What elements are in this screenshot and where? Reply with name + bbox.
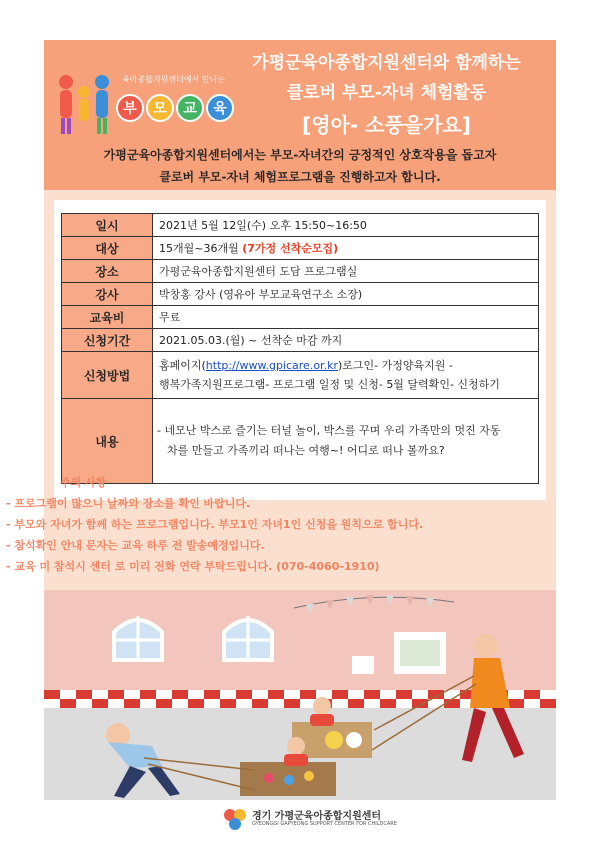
instructor-label: 강사 — [62, 283, 153, 306]
target-note: (7가정 선착순모집) — [242, 242, 339, 255]
table-row — [62, 214, 539, 237]
info-table — [61, 213, 539, 484]
logo-char: 부 — [116, 94, 144, 122]
target-value: 15개월~36개월 — [159, 242, 239, 255]
table-row — [62, 329, 539, 352]
logo-wordmark — [116, 94, 236, 122]
place-value: 가평군육아종합지원센터 도담 프로그램실 — [153, 260, 539, 283]
date-value: 2021년 5월 12일(수) 오후 15:50~16:50 — [153, 214, 539, 237]
content-label: 내용 — [62, 399, 153, 484]
period-label: 신청기간 — [62, 329, 153, 352]
intro-line-1: 가평군육아종합지원센터에서는 부모-자녀간의 긍정적인 상호작용을 돕고자 — [103, 148, 497, 162]
content-line-2: 차를 만들고 가족끼리 떠나는 여행~! 어디로 떠나 볼까요? — [167, 444, 445, 457]
homepage-link[interactable]: http://www.gpicare.or.kr — [205, 359, 338, 372]
table-row — [62, 260, 539, 283]
clover-icon — [222, 806, 248, 832]
title-line-1: 가평군육아종합지원센터와 함께하는 — [252, 53, 521, 73]
table-row — [62, 352, 539, 399]
logo-char: 육 — [206, 94, 234, 122]
center-name-english: GYEONGGI GAPYEONG SUPPORT CENTER FOR CHILDCARE — [252, 821, 397, 827]
flyer-page — [6, 40, 556, 800]
footer — [0, 800, 600, 849]
content-line-1: - 네모난 박스로 즐기는 터널 놀이, 박스를 꾸며 우리 가족만의 멋진 자동 — [157, 424, 501, 437]
logo-char: 교 — [176, 94, 204, 122]
table-row — [62, 399, 539, 484]
info-card — [54, 200, 546, 500]
fee-label: 교육비 — [62, 306, 153, 329]
target-cell — [153, 237, 539, 260]
period-value: 2021.05.03.(월) ~ 선착순 마감 까지 — [153, 329, 539, 352]
notice-item: - 부모와 자녀가 함께 하는 프로그램입니다. 부모1인 자녀1인 신청을 원칙으로 합니다. — [6, 518, 424, 531]
table-row — [62, 306, 539, 329]
method-prefix: 홈페이지( — [159, 359, 206, 372]
notice-item: - 교육 미 참석시 센터 로 미리 전화 연락 부탁드립니다. (070-4060-1910) — [6, 560, 380, 573]
table-row — [62, 283, 539, 306]
method-suffix: )로그인- 가정양육지원 - — [337, 359, 453, 372]
content-cell — [153, 399, 539, 484]
notice-title: 주의 사항 — [60, 476, 107, 489]
target-label: 대상 — [62, 237, 153, 260]
family-figures-icon — [54, 68, 114, 152]
method-cell — [153, 352, 539, 399]
page-title — [224, 48, 549, 142]
fee-value: 무료 — [153, 306, 539, 329]
notice-item: - 참석확인 안내 문자는 교육 하루 전 발송예정입니다. — [6, 539, 265, 552]
method-line-2: 행복가족지원프로그램- 프로그램 일정 및 신청- 5월 달력확인- 신청하기 — [159, 378, 500, 391]
table-row — [62, 237, 539, 260]
program-logo — [54, 68, 227, 152]
method-label: 신청방법 — [62, 352, 153, 399]
intro-line-2: 클로버 부모-자녀 체험프로그램을 진행하고자 합니다. — [159, 170, 441, 184]
logo-char: 모 — [146, 94, 174, 122]
notice-item: - 프로그램이 많으니 날짜와 장소를 확인 바랍니다. — [6, 497, 251, 510]
intro-text — [44, 144, 556, 188]
notice-section — [6, 472, 423, 577]
family-play-illustration — [44, 590, 556, 800]
logo-tagline: 육아종합지원센터에서 만나는 — [122, 75, 226, 84]
title-line-2: 클로버 부모-자녀 체험활동 — [286, 83, 487, 103]
title-line-3: [영아- 소풍을가요] — [302, 113, 471, 137]
center-name: 경기 가평군육아종합지원센터 — [252, 811, 382, 822]
center-logo — [222, 806, 397, 836]
instructor-value: 박창홍 강사 (영유아 부모교육연구소 소장) — [153, 283, 539, 306]
place-label: 장소 — [62, 260, 153, 283]
date-label: 일시 — [62, 214, 153, 237]
